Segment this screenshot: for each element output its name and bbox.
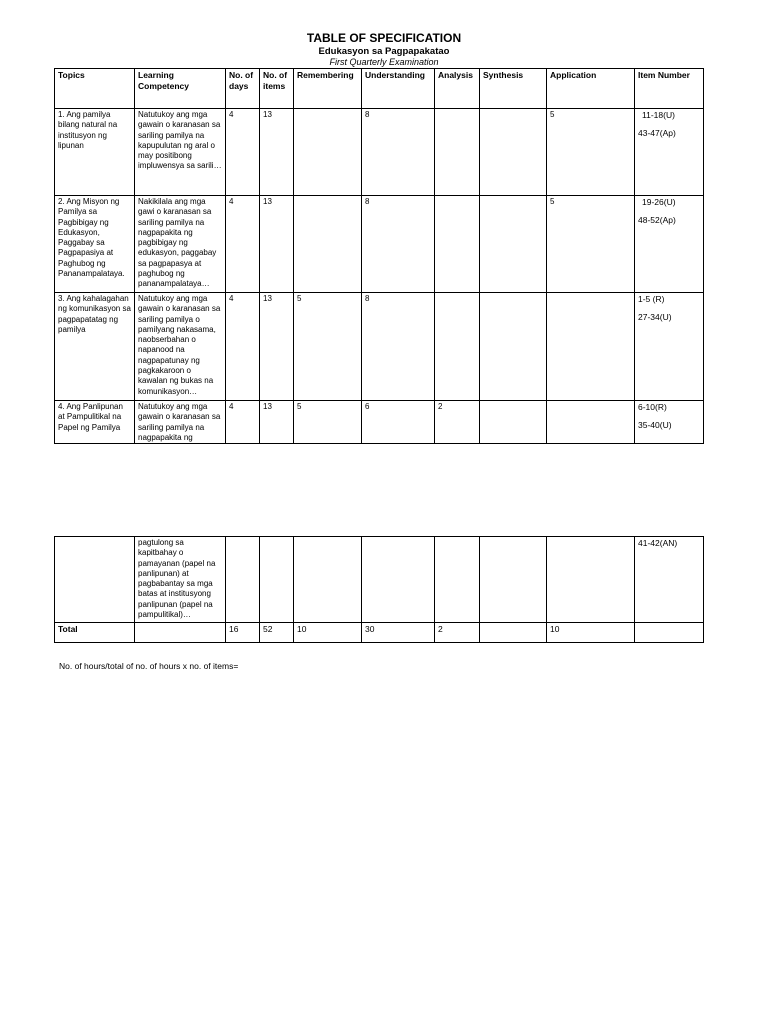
days-cell: 4: [226, 293, 260, 401]
total-days: 16: [226, 623, 260, 643]
application-cell: [547, 401, 635, 444]
synthesis-cell: [480, 401, 547, 444]
item-range: 48-52(Ap): [638, 215, 676, 225]
document-subtitle: Edukasyon sa Pagpapakatao: [318, 46, 450, 57]
table-row: [55, 537, 704, 623]
formula-note: No. of hours/total of no. of hours x no. of items=: [59, 661, 239, 671]
remembering-cell: [294, 196, 362, 293]
header-application: Application: [547, 69, 635, 109]
total-analysis: 2: [435, 623, 480, 643]
header-remembering: Remembering: [294, 69, 362, 109]
item-range: 43-47(Ap): [638, 128, 676, 138]
header-analysis: Analysis: [435, 69, 480, 109]
header-row: [55, 69, 704, 109]
header-understanding: Understanding: [362, 69, 435, 109]
application-cell: 5: [547, 109, 635, 196]
analysis-cell: [435, 109, 480, 196]
item-range: 27-34(U): [638, 312, 672, 322]
item-number-cell: [635, 196, 704, 293]
analysis-cell: [435, 196, 480, 293]
analysis-cell: 2: [435, 401, 480, 444]
item-number-cell: [635, 293, 704, 401]
total-remembering: 10: [294, 623, 362, 643]
specification-table: [54, 68, 704, 444]
header-competency: Learning Competency: [135, 69, 226, 109]
document-title: TABLE OF SPECIFICATION: [306, 31, 462, 45]
understanding-cell: 8: [362, 293, 435, 401]
specification-table-continued: [54, 536, 704, 643]
items-cell: 13: [260, 196, 294, 293]
synthesis-cell: [480, 293, 547, 401]
item-range: 11-18(U): [642, 110, 675, 120]
item-range: 19-26(U): [642, 197, 676, 207]
competency-cell: Nakikilala ang mga gawi o karanasan sa sariling pamilya na nagpapakita ng pagbibigay ng edukasyon, paggabay sa pagpapasya at paghubog ng pananampalataya…: [135, 196, 226, 293]
header-synthesis: Synthesis: [480, 69, 547, 109]
competency-cell: Natutukoy ang mga gawain o karanasan sa sariling pamilya o pamilyang nakasama, naobserbahan o napanood na nagpapatunay ng pagkakaroon o kawalan ng bukas na komunikasyon…: [135, 293, 226, 401]
item-range: 6-10(R): [638, 402, 667, 412]
header-topics: Topics: [55, 69, 135, 109]
remembering-cell: [294, 109, 362, 196]
synthesis-cell: [480, 109, 547, 196]
understanding-cell: 6: [362, 401, 435, 444]
total-application: 10: [547, 623, 635, 643]
topic-cell: 2. Ang Misyon ng Pamilya sa Pagbibigay ng Edukasyon, Paggabay sa Pagpapasiya at Paghubog ng Pananampalataya.: [55, 196, 135, 293]
application-cell: 5: [547, 196, 635, 293]
item-number-cell: [635, 109, 704, 196]
synthesis-cell: [480, 196, 547, 293]
understanding-cell: 8: [362, 109, 435, 196]
items-cell: 13: [260, 401, 294, 444]
remembering-cell: 5: [294, 401, 362, 444]
topic-cell: 1. Ang pamilya bilang natural na institusyon ng lipunan: [55, 109, 135, 196]
analysis-cell: [435, 293, 480, 401]
item-range: 1-5 (R): [638, 294, 665, 304]
items-cell: 13: [260, 293, 294, 401]
remembering-cell: 5: [294, 293, 362, 401]
item-number-cell: [635, 401, 704, 444]
total-items: 52: [260, 623, 294, 643]
competency-cell: Natutukoy ang mga gawain o karanasan sa sariling pamilya na kapupulutan ng aral o may positibong impluwensya sa sarili…: [135, 109, 226, 196]
total-synthesis: [480, 623, 547, 643]
header-item-number: Item Number: [635, 69, 704, 109]
table-row: [55, 109, 704, 196]
table-row: [55, 293, 704, 401]
item-number-cell: 41-42(AN): [635, 537, 704, 623]
exam-label: First Quarterly Examination: [329, 57, 439, 67]
topic-cell: 4. Ang Panlipunan at Pampulitikal na Papel ng Pamilya: [55, 401, 135, 444]
table-row: [55, 196, 704, 293]
competency-cell: pagtulong sa kapitbahay o pamayanan (papel na panlipunan) at pagbabantay sa mga batas at institusyong panlipunan (papel na pampulitikal)…: [135, 537, 226, 623]
item-range: 35-40(U): [638, 420, 672, 430]
days-cell: 4: [226, 401, 260, 444]
header-days: No. of days: [226, 69, 260, 109]
understanding-cell: 8: [362, 196, 435, 293]
total-understanding: 30: [362, 623, 435, 643]
competency-cell: Natutukoy ang mga gawain o karanasan sa sariling pamilya na nagpapakita ng: [135, 401, 226, 444]
total-label: Total: [55, 623, 135, 643]
days-cell: 4: [226, 196, 260, 293]
total-row: [55, 623, 704, 643]
items-cell: 13: [260, 109, 294, 196]
header-items: No. of items: [260, 69, 294, 109]
table-row: [55, 401, 704, 444]
days-cell: 4: [226, 109, 260, 196]
topic-cell: 3. Ang kahalagahan ng komunikasyon sa pagpapatatag ng pamilya: [55, 293, 135, 401]
application-cell: [547, 293, 635, 401]
